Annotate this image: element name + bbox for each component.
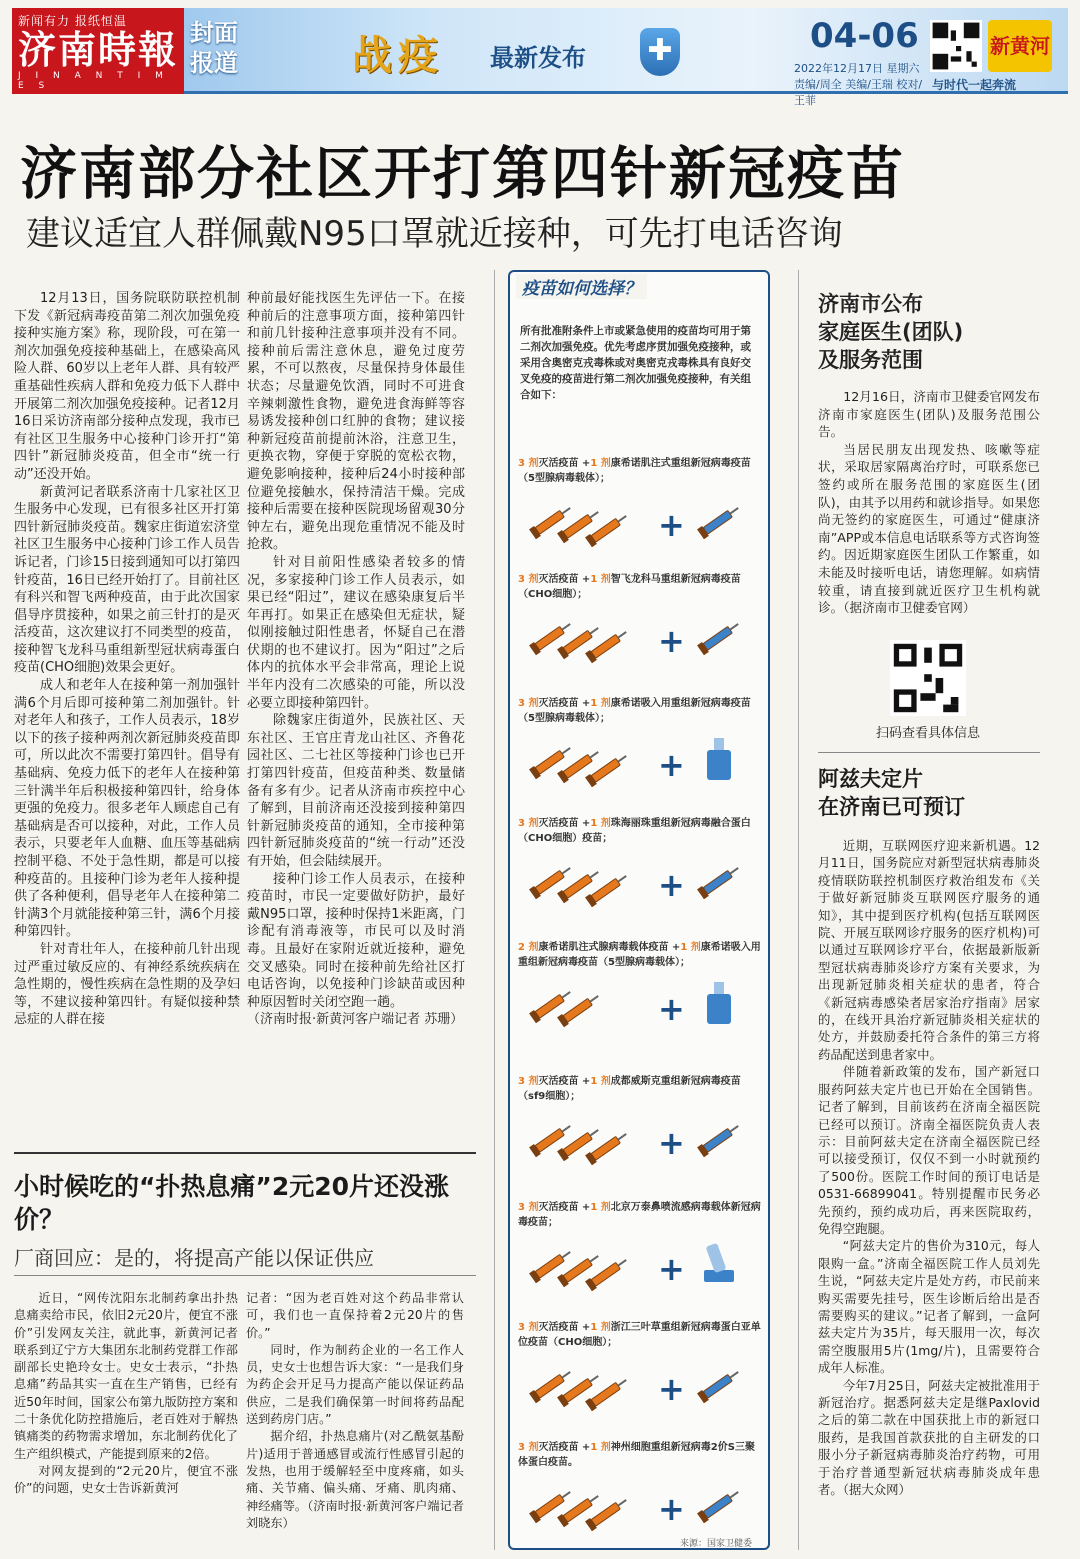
- vaccine-box-title: 疫苗如何选择？: [516, 274, 647, 299]
- campaign-title: 战疫: [352, 32, 444, 79]
- combo-text: 北京万泰鼻喷流感病毒载体新冠病毒疫苗；: [518, 1202, 761, 1228]
- plus-icon: +: [658, 1124, 685, 1162]
- plus-icon: +: [658, 990, 685, 1028]
- article3-body: [818, 388, 1040, 617]
- syringe-icon: [584, 624, 634, 664]
- combo-text: 1 剂: [590, 1322, 611, 1333]
- syringe-icon: [696, 616, 746, 656]
- vaccine-combo: [518, 572, 762, 668]
- plus-icon: +: [658, 506, 685, 544]
- combo-label: [518, 1320, 762, 1350]
- section-label: 封面报道: [190, 19, 238, 77]
- vaccine-combo: [518, 1200, 762, 1296]
- byline: （济南时报·新黄河客户端记者 苏珊）: [247, 1012, 464, 1028]
- paragraph: 新黄河记者联系济南十几家社区卫生服务中心发现，已有很多社区开打第四针新冠肺炎疫苗。魏家庄街道宏济堂社区卫生服务中心接种门诊工作人员告诉记者，门诊15日接到通知可以打第四针疫苗，16日已经开始打了。目前社区有科兴和智飞两种疫苗，由于此次国家倡导序贯接种，如果之前三针打的是灭活疫苗，这次建议打不同类型的疫苗，接种智飞龙科马重组新型冠状病毒蛋白疫苗(CHO细胞)效果会更好。: [14, 484, 240, 676]
- vaccine-combo: [518, 1074, 762, 1170]
- title-line: 及服务范围: [818, 348, 923, 372]
- vaccine-combo: [518, 1320, 762, 1416]
- combo-label: [518, 816, 762, 846]
- paragraph: 除魏家庄街道外，民族社区、天东社区、王官庄青龙山社区、齐鲁花园社区、二七社区等接种门诊也已开打第四针疫苗，但疫苗种类、数量储备有多有少。记者从济南市疾控中心了解到，目前济南还没接到接种第四针新冠肺炎疫苗的通知，全市接种第四针新冠肺炎疫苗的“统一行动”还没有开始，但会陆续展开。: [247, 713, 465, 869]
- vaccine-combo: [518, 940, 762, 1036]
- shield-icon: ✚: [640, 28, 680, 76]
- vaccine-combo: [518, 816, 762, 912]
- syringe-icon: [584, 1492, 634, 1532]
- combo-text: 1 剂: [590, 818, 611, 829]
- syringe-icon: [696, 1118, 746, 1158]
- article1-column1: [14, 290, 240, 1029]
- vaccine-box-source: 来源：国家卫健委: [680, 1539, 753, 1549]
- title-line: 阿兹夫定片: [818, 767, 923, 791]
- paragraph: 种前最好能找医生先评估一下。在接种前后的注意事项方面，接种第四针和前几针接种注意事项并没有不同。接种前后需注意休息，避免过度劳累，不可以熬夜，尽量保持身体最佳状态；尽量避免饮酒，同时不可进食辛辣刺激性食物，避免进食海鲜等容易诱发接种创口红肿的食物；建议接种新冠疫苗前提前沐浴，注意卫生，更换衣物，穿便于穿脱的宽松衣物，避免影响接种，接种后24小时接种部位避免接触水，保持清洁干燥。完成接种后需要在接种医院现场留观30分钟左右，避免出现危重情况不能及时抢救。: [247, 291, 465, 553]
- combo-label: [518, 940, 762, 970]
- combo-text: 1 剂: [680, 942, 701, 953]
- article2-title: 小时候吃的“扑热息痛”2元20片还没涨价？: [14, 1172, 450, 1234]
- syringe-icon: [696, 500, 746, 540]
- plus-icon: +: [658, 1250, 685, 1288]
- combo-illustration: [518, 1476, 762, 1536]
- inhaler-icon: [704, 980, 734, 1026]
- paragraph: “阿兹夫定片的售价为310元，每人限购一盒。”济南全福医院工作人员刘先生说，“阿兹夫定片是处方药，市民前来购买需要先挂号，医生诊断后给出是否需要购买的建议。”记者了解到，一盒阿兹夫定片为35片，每天服用一次，每次需空腹服用5片(1mg/片)，且需要符合成年人标准。: [818, 1238, 1040, 1376]
- brand-logo: 新黄河: [988, 20, 1052, 72]
- vaccine-combo: [518, 696, 762, 792]
- column-divider: [494, 270, 495, 1550]
- combo-text: 灭活疫苗 +: [538, 698, 591, 709]
- page-banner: [12, 8, 1068, 107]
- syringe-icon: [696, 1484, 746, 1524]
- vaccine-combo: [518, 456, 762, 552]
- combo-text: 灭活疫苗 +: [538, 1202, 591, 1213]
- combo-text: 神州细胞重组新冠病毒2价S三聚体蛋白疫苗。: [518, 1442, 755, 1468]
- latest-label: 最新发布: [490, 44, 586, 72]
- paragraph: 今年7月25日，阿兹夫定被批准用于新冠治疗。据悉阿兹夫定是继Paxlovid之后的第二款在中国获批上市的新冠口服药，是我国首款获批的自主研发的口服小分子新冠病毒肺炎治疗药物，可用于治疗普通型新冠状病毒肺炎成年患者。（据大众网）: [818, 1377, 1040, 1498]
- inhaler-icon: [704, 736, 734, 782]
- article4-title: [818, 765, 1058, 821]
- plus-icon: +: [658, 1490, 685, 1528]
- combo-text: 浙江三叶草重组新冠病毒蛋白亚单位疫苗（CHO细胞）；: [518, 1322, 761, 1348]
- combo-illustration: [518, 852, 762, 912]
- combo-text: 1 剂: [590, 458, 611, 469]
- combo-text: 1 剂: [590, 1076, 611, 1087]
- paragraph: 针对青壮年人，在接种前几针出现过严重过敏反应的、有神经系统疾病在急性期的，慢性疾病在急性期的及孕妇等，不建议接种第四针。有疑似接种禁忌症的人群在接: [14, 941, 240, 1028]
- combo-illustration: [518, 732, 762, 792]
- combo-text: 康希诺吸入用重组新冠病毒疫苗（5型腺病毒载体）；: [518, 698, 751, 724]
- masthead-english: J I N A N T I M E S: [18, 71, 169, 91]
- issue-date-text: 2022年12月17日 星期六: [794, 62, 920, 75]
- combo-text: 1 剂: [590, 1442, 611, 1453]
- combo-label: [518, 1200, 762, 1230]
- combo-text: 灭活疫苗 +: [538, 458, 591, 469]
- title-line: 济南市公布: [818, 292, 923, 316]
- title-line: 家庭医生(团队): [818, 320, 964, 344]
- syringe-icon: [584, 508, 634, 548]
- paragraph: 对网友提到的“2元20片，便宜不涨价”的问题，史女士告诉新黄河: [14, 1463, 238, 1496]
- article1-column2: [247, 290, 465, 1029]
- article2-subtitle: 厂商回应：是的，将提高产能以保证供应: [14, 1246, 374, 1270]
- issue-date: [794, 60, 924, 108]
- syringe-icon: [556, 988, 606, 1028]
- combo-illustration: [518, 1110, 762, 1170]
- page-headline: 济南部分社区开打第四针新冠疫苗: [20, 141, 905, 207]
- article4-body: [818, 837, 1040, 1498]
- syringe-icon: [584, 868, 634, 908]
- article2-column1: [14, 1290, 238, 1498]
- syringe-icon: [584, 1252, 634, 1292]
- plus-icon: +: [658, 866, 685, 904]
- section-rule: [818, 752, 1040, 753]
- article2-column2: [246, 1290, 464, 1532]
- title-line: 在济南已可预订: [818, 795, 965, 819]
- qr-caption: 扫码查看具体信息: [876, 726, 981, 741]
- combo-text: 康希诺肌注式重组新冠病毒疫苗（5型腺病毒载体）；: [518, 458, 751, 484]
- combo-illustration: [518, 608, 762, 668]
- syringe-icon: [584, 1372, 634, 1412]
- combo-text: 3 剂: [518, 1202, 539, 1213]
- combo-label: [518, 1074, 762, 1104]
- paragraph: 12月16日，济南市卫健委官网发布济南市家庭医生(团队)及服务范围公告。: [818, 389, 1040, 440]
- combo-label: [518, 456, 762, 486]
- syringe-icon: [584, 748, 634, 788]
- combo-text: 3 剂: [518, 1322, 539, 1333]
- combo-illustration: [518, 1356, 762, 1416]
- combo-text: 3 剂: [518, 818, 539, 829]
- combo-text: 灭活疫苗 +: [538, 1322, 591, 1333]
- page-subheadline: 建议适宜人群佩戴N95口罩就近接种，可先打电话咨询: [26, 214, 843, 254]
- editors-text: 责编/周全 美编/王瑞 校对/王菲: [794, 78, 923, 107]
- combo-text: 1 剂: [590, 1202, 611, 1213]
- combo-label: [518, 572, 762, 602]
- combo-illustration: [518, 1236, 762, 1296]
- masthead-title: 济南時報: [18, 27, 179, 72]
- plus-icon: +: [658, 746, 685, 784]
- vaccine-combo: [518, 1440, 762, 1536]
- syringe-icon: [584, 1126, 634, 1166]
- combo-text: 智飞龙科马重组新冠病毒疫苗（CHO细胞）；: [518, 574, 741, 600]
- combo-label: [518, 1440, 762, 1470]
- combo-text: 1 剂: [590, 698, 611, 709]
- combo-text: 灭活疫苗 +: [538, 1442, 591, 1453]
- paragraph: 12月13日，国务院联防联控机制下发《新冠病毒疫苗第二剂次加强免疫接种实施方案》称，现阶段，可在第一剂次加强免疫接种基础上，在感染高风险人群、60岁以上老年人群、具有较严重基础性疾病人群和免疫力低下人群中开展第二剂次加强免疫接种。记者12月16日采访济南部分接种点发现，我市已有社区卫生服务中心接种门诊开打“第四针”新冠肺炎疫苗，但全市“统一行动”还没开始。: [14, 291, 240, 482]
- paragraph: 针对目前阳性感染者较多的情况，多家接种门诊工作人员表示，如果已经“阳过”，建议在感染康复后半年再打。如果正在感染但无症状，疑似刚接触过阳性患者，怀疑自己在潜伏期的也不建议打。因为“阳过”之后体内的抗体水平会非常高，理论上说半年内没有二次感染的可能，所以没必要立即接种第四针。: [247, 554, 465, 711]
- masthead: [12, 8, 184, 94]
- combo-text: 1 剂: [590, 574, 611, 585]
- syringe-icon: [696, 1364, 746, 1404]
- page-range: 04-06: [810, 16, 919, 56]
- combo-label: [518, 696, 762, 726]
- nasal-spray-icon: [698, 1240, 738, 1286]
- paragraph: 当居民朋友出现发热、咳嗽等症状，采取居家隔离治疗时，可联系您已签约或所在服务范围的家庭医生(团队)，由其予以用药和就诊指导。如果您尚无签约的家庭医生，可通过“健康济南”APP或本信息电话联系等方式咨询签约。因近期家庭医生团队工作繁重，如未能及时接听电话，请您理解。如病情较重，请直接到就近医疗卫生机构就诊。（据济南市卫健委官网）: [818, 441, 1040, 616]
- qr-code-icon: [930, 20, 982, 72]
- combo-text: 3 剂: [518, 1442, 539, 1453]
- section-divider: [14, 1152, 476, 1154]
- article3-title: [818, 290, 1058, 374]
- masthead-slogan: 新闻有力 报纸恒温: [18, 14, 127, 28]
- section-rule: [14, 1275, 476, 1276]
- paragraph: 近日，“网传沈阳东北制药拿出扑热息痛卖给市民，依旧2元20片，便宜不涨价”引发网友关注，就此事，新黄河记者联系到辽宁方大集团东北制药党群工作部副部长史艳玲女士。史女士表示，“扑热息痛”药品其实一直在生产销售，已经有近50年时间，国家公布第九版防控方案和二十条优化防控措施后，老百姓对于解热镇痛类的药物需求增加，东北制药优化了生产组织模式，产能提到原来的2倍。: [14, 1291, 238, 1461]
- paragraph: 成人和老年人在接种第一剂加强针满6个月后即可接种第二剂加强针。针对老年人和孩子，工作人员表示，18岁以下的孩子接种两剂次新冠肺炎疫苗即可，所以此次不需要打第四针。倡导有基础病、免疫力低下的老年人在接种第三针满半年后积极接种第四针，给身体更强的免疫力。很多老年人顾虑自己有基础病是否可以接种，对此，工作人员表示，只要老年人血糖、血压等基础病控制平稳、不处于急性期，都是可以接种疫苗的。且接种门诊为老年人接种提供了各种便利，倡导老年人在接种第二针满3个月就能接种第三针，满6个月接种第四针。: [14, 678, 240, 940]
- brand-motto: 与时代一起奔流: [932, 78, 1017, 92]
- combo-illustration: [518, 976, 762, 1036]
- paragraph: 伴随着新政策的发布，国产新冠口服药阿兹夫定片也已开始在全国销售。记者了解到，目前该药在济南全福医院已经可以预订。济南全福医院负责人表示：目前阿兹夫定在济南全福医院已经可以接受预订，仅仅不到一小时就预约了500份。医院工作时间的预订电话是0531-66899041。特别提醒市民务必先预约，预约成功后，再来医院取药，免得空跑腿。: [818, 1064, 1040, 1236]
- combo-text: 康希诺吸入用重组新冠病毒疫苗（5型腺病毒载体）；: [518, 942, 761, 968]
- combo-text: 康希诺肌注式腺病毒载体疫苗 +: [538, 942, 681, 953]
- combo-text: 3 剂: [518, 574, 539, 585]
- combo-text: 灭活疫苗 +: [538, 574, 591, 585]
- paragraph: 近期，互联网医疗迎来新机遇。12月11日，国务院应对新型冠状病毒肺炎疫情联防联控机制医疗救治组发布《关于做好新冠肺炎互联网医疗服务的通知》，其中提到医疗机构(包括互联网医院、开展互联网诊疗服务的医疗机构)可以通过互联网诊疗平台，依据最新版新型冠状病毒肺炎诊疗方案有关要求，为出现新冠肺炎相关症状的患者，符合《新冠病毒感染者居家治疗指南》居家的，在线开具治疗新冠肺炎相关症状的处方，并鼓励委托符合条件的第三方将药品配送到患者家中。: [818, 838, 1040, 1062]
- combo-illustration: [518, 492, 762, 552]
- combo-text: 灭活疫苗 +: [538, 818, 591, 829]
- syringe-icon: [696, 860, 746, 900]
- plus-icon: +: [658, 622, 685, 660]
- combo-text: 3 剂: [518, 458, 539, 469]
- combo-text: 3 剂: [518, 698, 539, 709]
- paragraph: 记者：“因为老百姓对这个药品非常认可，我们也一直保持着2元20片的售价。”: [246, 1291, 464, 1340]
- column-divider: [798, 270, 799, 1550]
- qr-code-icon[interactable]: [890, 640, 966, 716]
- vaccine-box-intro: 所有批准附条件上市或紧急使用的疫苗均可用于第二剂次加强免疫。优先考虑序贯加强免疫接种，或采用含奥密克戎毒株或对奥密克戎毒株具有良好交叉免疫的疫苗进行第二剂次加强免疫接种，有关组合如下：: [520, 325, 751, 401]
- combo-text: 3 剂: [518, 1076, 539, 1087]
- paragraph: 据介绍，扑热息痛片(对乙酰氨基酚片)适用于普通感冒或流行性感冒引起的发热，也用于缓解轻至中度疼痛，如头痛、关节痛、偏头痛、牙痛、肌肉痛、神经痛等。（济南时报·新黄河客户端记者 刘晓东）: [246, 1429, 464, 1530]
- paragraph: 同时，作为制药企业的一名工作人员，史女士也想告诉大家：“一是我们身为药企会开足马力提高产能以保证药品供应，二是我们确保第一时间将药品配送到药房门店。”: [246, 1342, 464, 1427]
- plus-icon: +: [658, 1370, 685, 1408]
- paragraph: 接种门诊工作人员表示，在接种疫苗时，市民一定要做好防护，最好戴N95口罩，接种时保持1米距离，门诊配有消毒液等，市民可以及时消毒。且最好在家附近就近接种，避免交叉感染。同时在接种前先给社区打电话咨询，以免接种门诊缺苗或因种种原因暂时关闭空跑一趟。: [247, 871, 465, 1010]
- combo-text: 2 剂: [518, 942, 539, 953]
- combo-text: 灭活疫苗 +: [538, 1076, 591, 1087]
- combo-text: 成都威斯克重组新冠病毒疫苗（sf9细胞）；: [518, 1076, 741, 1102]
- combo-text: 珠海丽珠重组新冠病毒融合蛋白（CHO细胞）疫苗；: [518, 818, 751, 844]
